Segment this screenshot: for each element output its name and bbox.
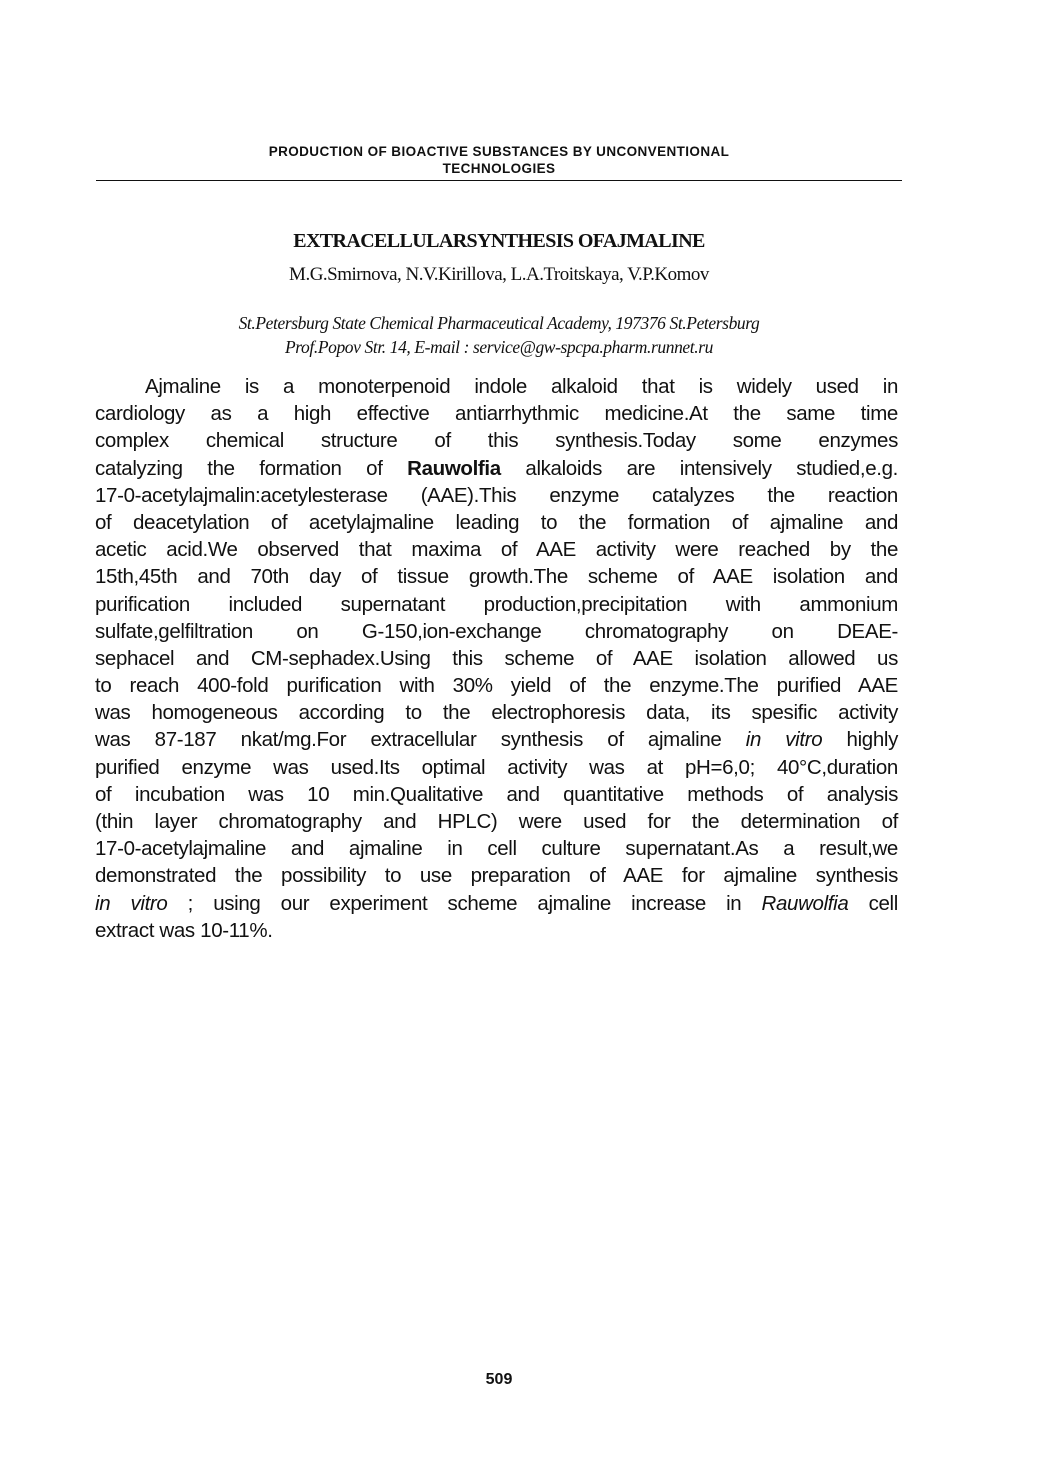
- abstract-line: [95, 726, 898, 753]
- abstract-line: complex chemical structure of this synthesis.Today some enzymes: [95, 429, 898, 453]
- running-head-line-2: TECHNOLOGIES: [442, 161, 556, 176]
- abstract-text: alkaloids are intensively studied,e.g.: [500, 456, 898, 480]
- abstract-line: 17-0-acetylajmalin:acetylesterase (AAE).This enzyme catalyzes the reaction: [95, 483, 898, 507]
- abstract-line: demonstrated the possibility to use preparation of AAE for ajmaline synthesis: [95, 864, 898, 888]
- abstract-text: cell: [848, 891, 898, 915]
- abstract-paragraph: [95, 373, 898, 944]
- abstract-line: was homogeneous according to the electrophoresis data, its spesific activity: [95, 701, 898, 725]
- abstract-line: sephacel and CM-sephadex.Using this scheme of AAE isolation allowed us: [95, 646, 898, 670]
- abstract-line: of incubation was 10 min.Qualitative and quantitative methods of analysis: [95, 782, 898, 806]
- article-affiliation: [96, 311, 902, 359]
- abstract-line: extract was 10-11%.: [95, 918, 273, 942]
- abstract-italic-term: in vitro: [95, 891, 168, 915]
- abstract-text: was 87-187 nkat/mg.For extracellular synthesis of ajmaline: [95, 728, 746, 752]
- header-rule: [96, 180, 902, 181]
- abstract-line: 15th,45th and 70th day of tissue growth.The scheme of AAE isolation and: [95, 565, 898, 589]
- abstract-italic-term: Rauwolfia: [761, 891, 849, 915]
- page-number: 509: [485, 1371, 513, 1388]
- abstract-bold-term: Rauwolfia: [407, 456, 501, 480]
- abstract-line: acetic acid.We observed that maxima of AAE activity were reached by the: [95, 538, 898, 562]
- abstract-line: of deacetylation of acetylajmaline leading to the formation of ajmaline and: [95, 510, 898, 534]
- abstract-text: highly: [822, 728, 898, 752]
- abstract-line: [95, 455, 898, 482]
- abstract-line: 17-0-acetylajmaline and ajmaline in cell culture supernatant.As a result,we: [95, 837, 898, 861]
- abstract-line: [95, 890, 898, 917]
- article-authors: M.G.Smirnova, N.V.Kirillova, L.A.Troitskaya, V.P.Komov: [289, 264, 709, 285]
- abstract-line: (thin layer chromatography and HPLC) were used for the determination of: [95, 810, 898, 833]
- article-title: EXTRACELLULARSYNTHESIS OFAJMALINE: [293, 230, 705, 252]
- abstract-line: to reach 400-fold purification with 30% yield of the enzyme.The purified AAE: [95, 674, 898, 698]
- abstract-text: catalyzing the formation of: [95, 456, 408, 480]
- abstract-italic-term: in vitro: [745, 728, 823, 752]
- abstract-line: cardiology as a high effective antiarrhythmic medicine.At the same time: [95, 402, 898, 426]
- affiliation-line-1: St.Petersburg State Chemical Pharmaceutical Academy, 197376 St.Petersburg: [238, 313, 760, 333]
- abstract-line: sulfate,gelfiltration on G-150,ion-exchange chromatography on DEAE-: [95, 619, 898, 643]
- abstract-line: purified enzyme was used.Its optimal activity was at pH=6,0; 40°C,duration: [95, 755, 898, 779]
- affiliation-line-2: Prof.Popov Str. 14, E-mail : service@gw-spcpa.pharm.runnet.ru: [284, 337, 713, 357]
- abstract-text: ; using our experiment scheme ajmaline increase in: [167, 891, 762, 915]
- running-head-line-1: PRODUCTION OF BIOACTIVE SUBSTANCES BY UNCONVENTIONAL: [268, 144, 730, 159]
- abstract-line: Ajmaline is a monoterpenoid indole alkaloid that is widely used in: [145, 375, 898, 398]
- running-head: [96, 143, 902, 177]
- abstract-line: purification included supernatant production,precipitation with ammonium: [95, 592, 898, 616]
